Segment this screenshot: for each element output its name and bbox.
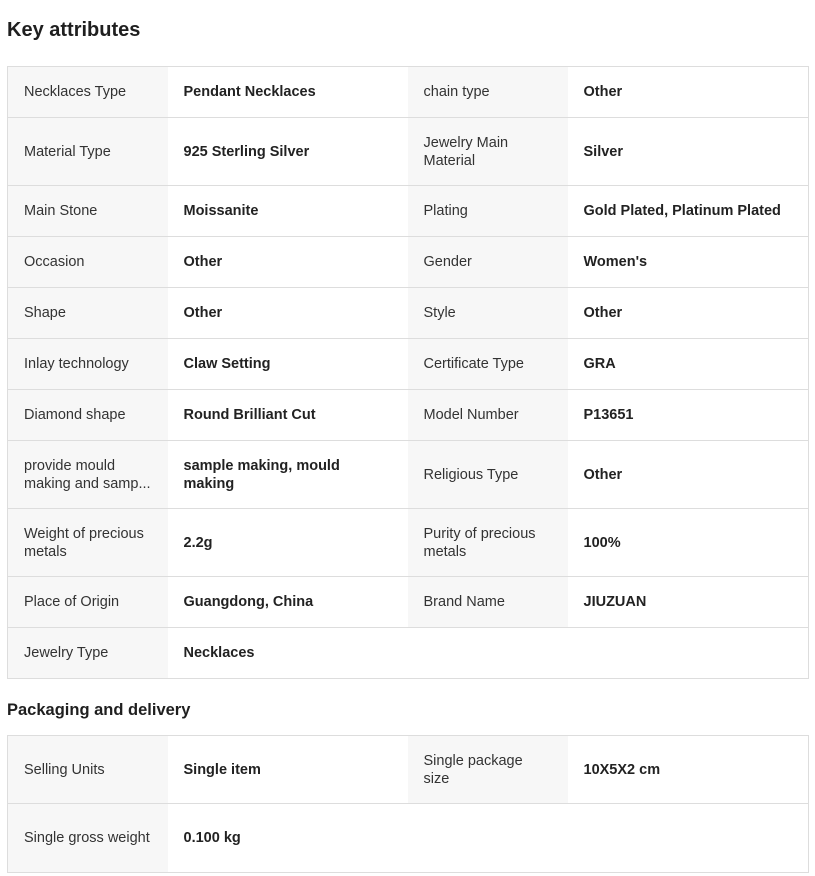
attribute-value: Necklaces	[168, 628, 408, 679]
attribute-label: Diamond shape	[8, 390, 168, 441]
empty-cell	[408, 804, 568, 873]
attribute-value: P13651	[568, 390, 809, 441]
attribute-label: Selling Units	[8, 736, 168, 804]
attribute-value: Claw Setting	[168, 339, 408, 390]
attribute-label: Style	[408, 288, 568, 339]
attribute-label: Occasion	[8, 237, 168, 288]
table-row	[8, 441, 809, 509]
attribute-value: Guangdong, China	[168, 577, 408, 628]
attribute-label: Material Type	[8, 118, 168, 186]
table-row	[8, 509, 809, 577]
table-row	[8, 339, 809, 390]
attribute-value: Pendant Necklaces	[168, 67, 408, 118]
table-row	[8, 288, 809, 339]
attribute-value: Round Brilliant Cut	[168, 390, 408, 441]
attribute-label: Single gross weight	[8, 804, 168, 873]
attribute-value: Moissanite	[168, 186, 408, 237]
table-row	[8, 804, 809, 873]
table-row	[8, 237, 809, 288]
empty-cell	[568, 628, 809, 679]
table-row	[8, 577, 809, 628]
attribute-value: 925 Sterling Silver	[168, 118, 408, 186]
attribute-label: Main Stone	[8, 186, 168, 237]
attribute-label: Place of Origin	[8, 577, 168, 628]
attribute-label: Plating	[408, 186, 568, 237]
packaging-table	[7, 735, 809, 873]
attribute-label: Model Number	[408, 390, 568, 441]
empty-cell	[408, 628, 568, 679]
attribute-value: Women's	[568, 237, 809, 288]
attribute-value: JIUZUAN	[568, 577, 809, 628]
table-row	[8, 118, 809, 186]
packaging-title: Packaging and delivery	[7, 701, 191, 719]
attribute-value: GRA	[568, 339, 809, 390]
attribute-value: Other	[568, 67, 809, 118]
attribute-value: 2.2g	[168, 509, 408, 577]
attribute-value: Other	[568, 288, 809, 339]
table-row	[8, 67, 809, 118]
attribute-value: 10X5X2 cm	[568, 736, 809, 804]
attribute-value: sample making, mould making	[168, 441, 408, 509]
attribute-label: Weight of precious metals	[8, 509, 168, 577]
attribute-value: Other	[168, 237, 408, 288]
attribute-label: Gender	[408, 237, 568, 288]
empty-cell	[568, 804, 809, 873]
attribute-value: Other	[568, 441, 809, 509]
attribute-label: Shape	[8, 288, 168, 339]
table-row	[8, 628, 809, 679]
attribute-label: Jewelry Main Material	[408, 118, 568, 186]
attribute-value: Single item	[168, 736, 408, 804]
attribute-label: Purity of precious metals	[408, 509, 568, 577]
attribute-label: Inlay technology	[8, 339, 168, 390]
key-attributes-table	[7, 66, 809, 679]
attribute-value: Silver	[568, 118, 809, 186]
attribute-value: 100%	[568, 509, 809, 577]
table-row	[8, 736, 809, 804]
attribute-value: Other	[168, 288, 408, 339]
attribute-value: 0.100 kg	[168, 804, 408, 873]
attribute-label: Jewelry Type	[8, 628, 168, 679]
key-attributes-title: Key attributes	[7, 19, 141, 41]
attribute-label-text: provide mould making and samp...	[24, 457, 151, 492]
attribute-label: Brand Name	[408, 577, 568, 628]
attribute-label: Religious Type	[408, 441, 568, 509]
table-row	[8, 186, 809, 237]
attribute-label: Necklaces Type	[8, 67, 168, 118]
table-row	[8, 390, 809, 441]
attribute-label: Single package size	[408, 736, 568, 804]
attribute-label	[8, 441, 168, 509]
attribute-value: Gold Plated, Platinum Plated	[568, 186, 809, 237]
attribute-label: chain type	[408, 67, 568, 118]
attribute-label: Certificate Type	[408, 339, 568, 390]
